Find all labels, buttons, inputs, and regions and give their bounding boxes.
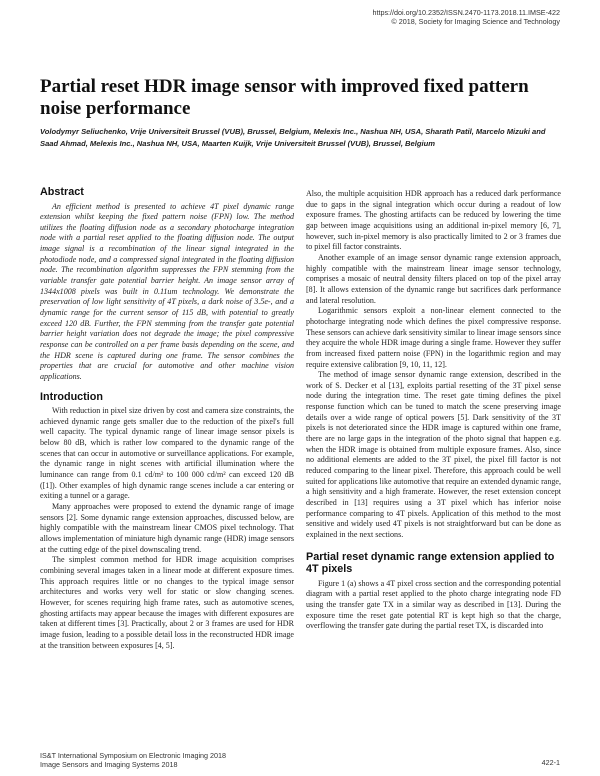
copyright-notice: © 2018, Society for Imaging Science and Technology	[391, 17, 560, 26]
introduction-paragraph: Many approaches were proposed to extend the dynamic range of image sensors [2]. Some dynamic range extension approaches, discussed below, are highly compatible with the mainstream linear CMOS pixel technology. That allows implementation of miniature high dynamic range (HDR) image sensors at the cutting edge of the pixel downscaling trend.	[40, 502, 294, 554]
paper-title: Partial reset HDR image sensor with improved fixed pattern noise performance	[40, 76, 529, 119]
right-column	[306, 189, 561, 632]
introduction-heading: Introduction	[40, 390, 103, 403]
footer-symposium: IS&T International Symposium on Electronic Imaging 2018	[40, 751, 227, 760]
footer-conference: Image Sensors and Imaging Systems 2018	[40, 759, 178, 769]
introduction-paragraph: With reduction in pixel size driven by cost and camera size constraints, the achieved dynamic range gets smaller due to the reduction of the pixel's full well capacity. The typical dynamic range of linear image sensor pixels is below 80 dB, which is rather low compared to the dynamic range of the scenes that can occur in automotive or surveillance applications. For example, the dynamic range in night scenes with artificial illumination where the luminance can range from 0.1 cd/m² to 100 000 cd/m² can exceed 120 dB ([1]). Other examples of high dynamic range scenes include a car entering or exiting a tunnel or a garage.	[40, 406, 294, 501]
body-paragraph: Logarithmic sensors exploit a non-linear element connected to the photocharge integrating node which defines the pixel compressive response. These sensors can achieve dark sensitivity similar to linear image sensors since they acquire the whole HDR image during a single frame. However they suffer from increased fixed pattern noise (FPN) in the logarithmic region and may require extensive calibration [9, 10, 11, 12].	[306, 306, 561, 369]
abstract-heading: Abstract	[40, 186, 84, 198]
abstract-section	[40, 186, 294, 383]
body-paragraph: The method of image sensor dynamic range extension, described in the work of S. Decker et al [13], exploits partial resetting of the 3T pixel sense node during the integration time. The reset gate timing defines the pixel response function which can be tuned to match the scene preserving image details over a wide range of optical powers [5]. Dark sensitivity of the 3T pixels is not deteriorated since the HDR image is captured within one frame, there are no large gaps in the integration of the photo signal that happen e.g. when the HDR image is obtained from multiple exposure frames. Also, since no additional elements are added to the 3T pixel, the pixel fill factor is not reduced comparing to the linear pixel. Therefore, this approach could be well suited for applications like automotive that require an extended dynamic range, a high sensitivity and a high framerate. However, the reset extension concept described in [13] requires using a 3T pixel which has inferior noise performance comparing to 4T pixels. Application of this method to the most sensitive and widely used 4T pixels is not straightforward but can be done as explained in the next sections.	[306, 370, 561, 539]
author-list: Volodymyr Seliuchenko, Vrije Universiteit Brussel (VUB), Brussel, Belgium, Melexis Inc., Nashua NH, USA, Sharath Patil, Marcelo Mizuki and Saad Ahmad, Melexis Inc., Nashua NH, USA, Maarten Kuijk, Vrije Universiteit Brussel (VUB), Brussel, Belgium	[40, 127, 546, 148]
introduction-paragraph: The simplest common method for HDR image acquisition comprises combining several images taken in a linear mode at different exposure times. This approach requires little or no changes to the typical image sensor architectures and works very well for static or slow changing scenes. However, for scenes requiring high frame rates, such as automotive scenes, ghosting artifacts may appear because the images with different exposures are taken at different times [3]. Practically, about 2 or 3 frames are used for HDR image fusion, leading to a possible detail loss in the reconstructed HDR image at the transition between exposures [4, 5].	[40, 555, 294, 650]
page-header	[372, 8, 560, 26]
abstract-text: An efficient method is presented to achieve 4T pixel dynamic range extension whilst keeping the fixed pattern noise (FPN) low. The method utilizes the floating diffusion node as a secondary photocharge integration node with a partial reset applied to the floating diffusion node. The output image signal is a recombination of the linear signal integrated in the photodiode node, and a compressed signal integrated in the floating diffusion node. The recombination algorithm suppresses the FPN stemming from the variable transfer gate potential barrier height. An image sensor array of 1344x1008 pixels was built in 0.11um technology. We demonstrate the preservation of low light sensitivity of 4T pixels, a dark noise of 3.5e-, and a dynamic range for the current sensor of 115 dB, with potential to greatly exceed 120 dB. Further, the FPN stemming from the transfer gate potential barrier height variation does not degrade the image; the pixel compressive response can be controlled on a per frame basis depending on the scene, and the HDR scene is captured during one frame. The sensor combines the properties that are crucial for automotive and other machine vision applications.	[40, 201, 294, 381]
body-paragraph: Another example of an image sensor dynamic range extension approach, highly compatible with the mainstream linear image sensor technology, comprises a mosaic of neutral density filters placed on top of the pixel array [8]. It allows extension of the dynamic range but sacrifices dark performance and lateral resolution.	[306, 252, 561, 305]
footer-venue	[40, 752, 226, 769]
left-column	[40, 186, 294, 651]
section-heading: Partial reset dynamic range extension applied to 4T pixels	[306, 550, 555, 576]
introduction-section	[40, 391, 294, 652]
body-paragraph: Also, the multiple acquisition HDR approach has a reduced dark performance due to gaps in the signal integration which occur during a readout of low exposure frames. The ghosting artifacts can be reduced by lowering the time gap between image acquisitions using an additional in-pixel memory [6, 7], however, such in-pixel memory is also practically limited to 2 or 3 frames due to pixel fill factor constraints.	[306, 189, 561, 252]
body-paragraph: Figure 1 (a) shows a 4T pixel cross section and the corresponding potential diagram with a partial reset applied to the photo charge integrating node FD using the transfer gate TX in a similar way as described in [13]. During the exposure time the reset gate potential RT is kept high so that the charge, overflowing the transfer gate during the partial reset TX, is discarded into	[306, 578, 561, 631]
doi-link[interactable]: https://doi.org/10.2352/ISSN.2470-1173.2018.11.IMSE-422	[372, 8, 560, 17]
page-number: 422-1	[541, 758, 560, 767]
